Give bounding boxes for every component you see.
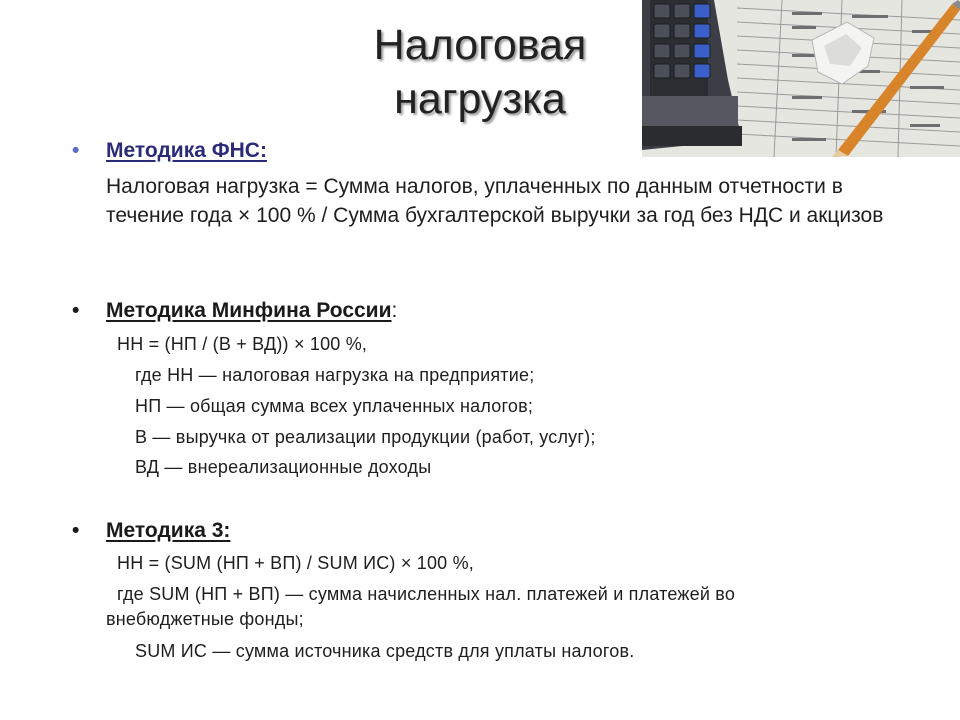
minfin-v-line: В — выручка от реализации продукции (работ, услуг);	[135, 427, 596, 447]
bullet-icon: •	[72, 519, 80, 542]
fns-method-title: Методика ФНС	[106, 139, 260, 162]
slide-title-line-2: нагрузка	[394, 75, 566, 123]
minfin-method-heading	[72, 298, 397, 324]
minfin-method-colon: :	[391, 299, 398, 322]
bullet-icon: •	[72, 299, 80, 322]
minfin-np-line: НП — общая сумма всех уплаченных налогов;	[135, 396, 534, 416]
minfin-formula: НН = (НП / (В + ВД)) × 100 %,	[117, 334, 368, 354]
method-3-sum-is-line: SUM ИС — сумма источника средств для уплаты налогов.	[135, 641, 635, 661]
fns-method-heading	[72, 138, 267, 164]
method-3-title: Методика 3:	[106, 519, 231, 542]
fns-method-formula: Налоговая нагрузка = Сумма налогов, уплаченных по данным отчетности в течение года × 100 % / Сумма бухгалтерской выручки за год без НДС и акцизов	[106, 175, 884, 227]
minfin-method-title: Методика Минфина России	[106, 299, 392, 322]
method-3-formula: НН = (SUM (НП + ВП) / SUM ИС) × 100 %,	[117, 553, 474, 573]
minfin-vd-line: ВД — внереализационные доходы	[135, 457, 432, 477]
slide-title	[330, 18, 630, 126]
method-3-heading	[72, 518, 230, 544]
bullet-icon: •	[72, 139, 80, 162]
fns-method-colon: :	[259, 139, 267, 162]
slide-title-line-1: Налоговая	[373, 21, 587, 69]
method-3-where-line: где SUM (НП + ВП) — сумма начисленных нал. платежей и платежей во внебюджетные фонды;	[106, 584, 736, 629]
minfin-where-line: где НН — налоговая нагрузка на предприятие;	[135, 365, 535, 385]
calculator-papers-pencil-photo	[642, 0, 960, 157]
